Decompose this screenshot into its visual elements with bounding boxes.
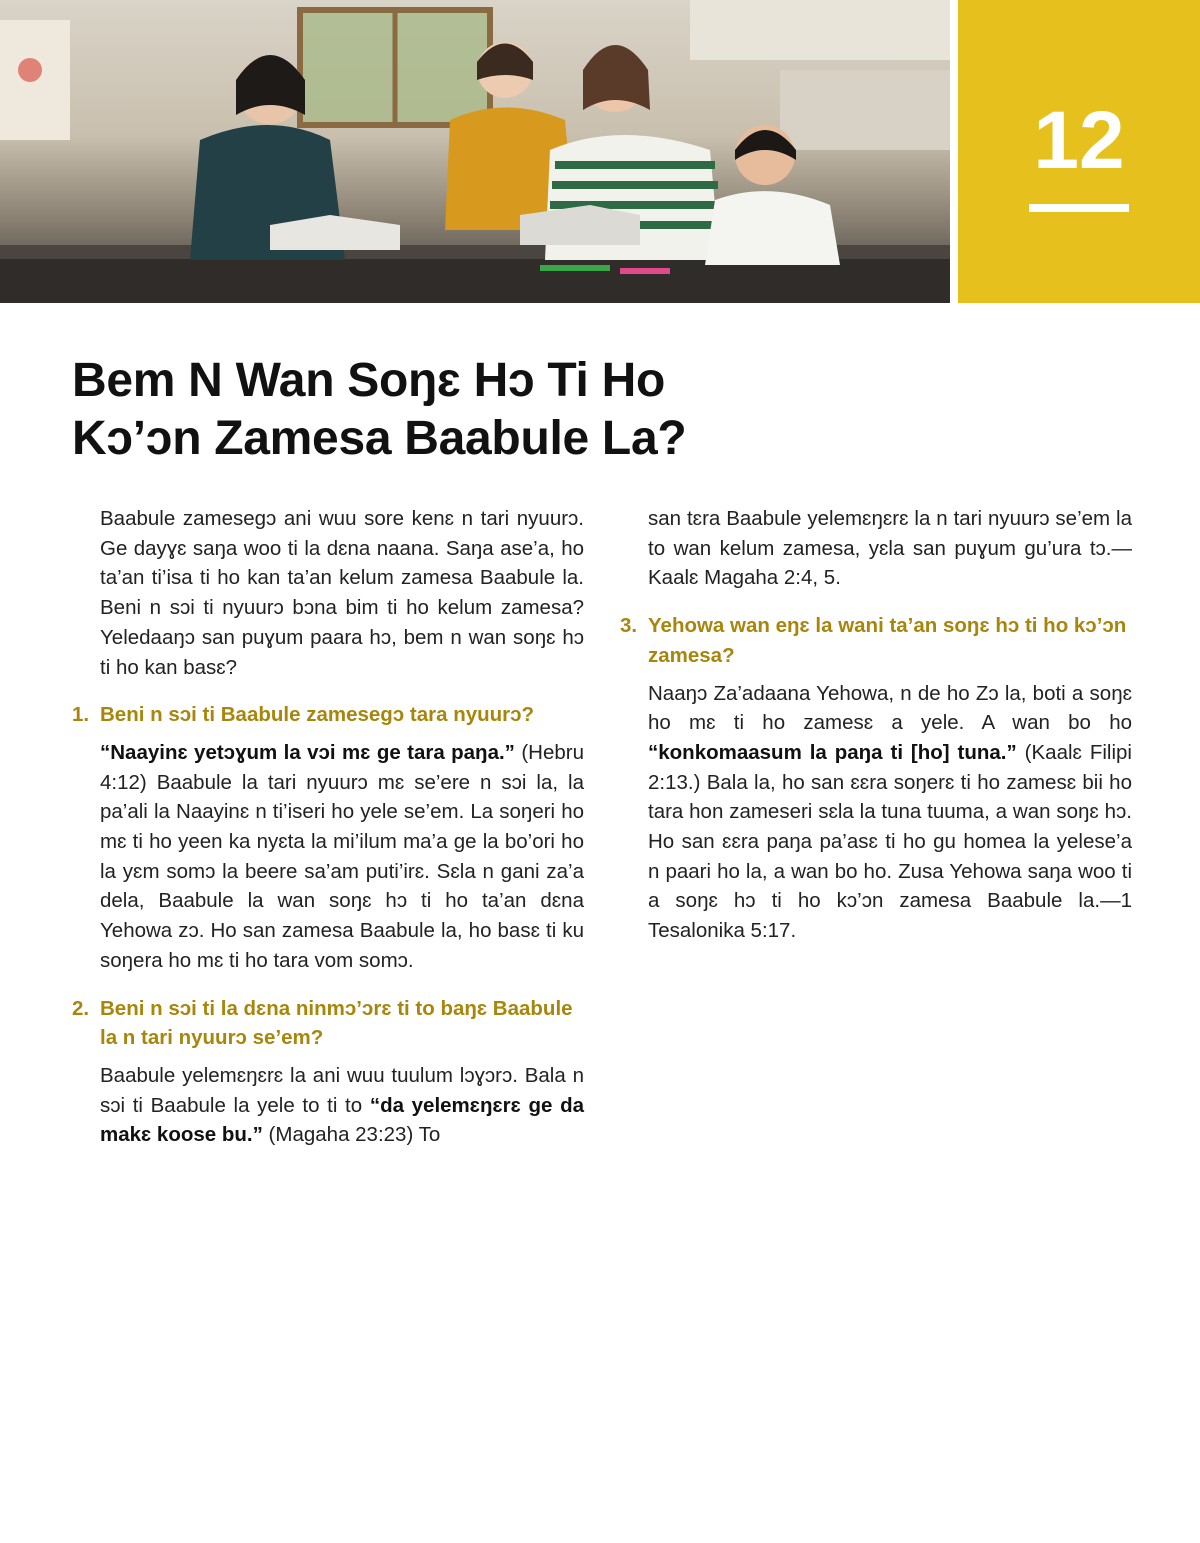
question-1-heading bbox=[72, 700, 584, 730]
question-2-text: Beni n sɔi ti la dɛna ninmɔ’ɔrɛ ti to baŋɛ Baabule la n tari nyuurɔ se’em? bbox=[100, 996, 573, 1050]
question-1-answer-text: (Hebru 4:12) Baabule la tari nyuurɔ mɛ se’ere n sɔi la, la pa’ali la Naayinɛ n ti’iseri ho yele se’em. La soŋeri ho mɛ ti ho yeen ka nyɛta la mi’ilum ma’a ge la bo’ori ho la yɛm somɔ la beere sa’am puti’irɛ. Sɛla n gani za’a dela, Baabule la wan soŋɛ hɔ ti ho ta’an dɛna Yehowa zɔ. Ho san zamesa Baabule la, ho basɛ ti ku soŋera ho mɛ ti ho tara vom somɔ. bbox=[100, 740, 584, 972]
question-1-quote: “Naayinɛ yetɔɣum la vɔi mɛ ge tara paŋa.” bbox=[100, 740, 515, 764]
question-3-answer-text: (Kaalɛ Filipi 2:13.) Bala la, ho san ɛɛra soŋerɛ ti ho zamesɛ bii ho tara hon zameseri sɛla la tuna tuuma, a wan soŋɛ hɔ. Ho san ɛɛra paŋa pa’asɛ ti ho gu homea la yelese’a n paari ho la, a wan bo ho. Zusa Yehowa saŋa woo ti a soŋɛ hɔ ti ho kɔ’ɔn zamesa Baabule la.—1 Tesalonika 5:17. bbox=[648, 740, 1132, 943]
question-2-heading bbox=[72, 994, 584, 1053]
question-1-number: 1. bbox=[72, 703, 90, 727]
left-column bbox=[72, 504, 584, 1160]
lesson-number-underline bbox=[1029, 204, 1129, 212]
question-1-answer bbox=[72, 738, 584, 976]
hero-photo bbox=[0, 0, 950, 303]
question-2-answer-text: (Magaha 23:23) To bbox=[262, 1123, 441, 1147]
intro-paragraph: Baabule zamesegɔ ani wuu sore kenɛ n tari nyuurɔ. Ge dayɣɛ saŋa woo ti la dɛna naana. Saŋa ase’a, ho ta’an ti’isa ti ho kan ta’an kelum zamesa Baabule la. Beni n sɔi ti nyuurɔ bɔna bim ti ho kelum zamesa? Yeledaaŋɔ san puɣum paara hɔ, bem n wan soŋɛ hɔ ti ho kan basɛ? bbox=[100, 507, 584, 679]
question-2-quote: “da yelemɛŋɛrɛ ge da makɛ koose bu.” bbox=[100, 1093, 585, 1147]
page-title-line-2: Kɔ’ɔn Zamesa Baabule La? bbox=[72, 412, 687, 465]
question-1-text: Beni n sɔi ti Baabule zamesegɔ tara nyuurɔ? bbox=[100, 703, 535, 727]
question-2-answer bbox=[72, 1061, 584, 1150]
right-column bbox=[620, 504, 1132, 956]
lesson-number-box bbox=[958, 0, 1200, 303]
question-3-quote: “konkomaasum la paŋa ti [ho] tuna.” bbox=[648, 740, 1017, 764]
question-3-text: Yehowa wan eŋɛ la wani ta’an soŋɛ hɔ ti ho kɔ’ɔn zamesa? bbox=[648, 614, 1127, 667]
question-3-number: 3. bbox=[620, 614, 638, 638]
question-3-answer-lead: Naaŋɔ Za’adaana Yehowa, n de ho Zɔ la, boti a soŋɛ ho mɛ ti ho zamesɛ a yele. A wan bo ho bbox=[648, 681, 1132, 735]
question-2-answer-continued: san tɛra Baabule yelemɛŋɛrɛ la n tari nyuurɔ se’em la to wan kelum zamesa, yɛla san puɣum gu’ura tɔ.—Kaalɛ Magaha 2:4, 5. bbox=[648, 507, 1132, 590]
page-title bbox=[72, 352, 972, 468]
page-title-line-1: Bem N Wan Soŋɛ Hɔ Ti Ho bbox=[72, 354, 666, 407]
question-3-heading bbox=[620, 611, 1132, 670]
question-2-number: 2. bbox=[72, 996, 90, 1020]
family-study-illustration bbox=[0, 0, 950, 303]
question-2-answer-lead: Baabule yelemɛŋɛrɛ la ani wuu tuulum lɔɣɔrɔ. Bala n sɔi ti Baabule la yele to ti to bbox=[100, 1063, 584, 1117]
lesson-number: 12 bbox=[1033, 95, 1125, 186]
question-3-answer bbox=[620, 679, 1132, 946]
